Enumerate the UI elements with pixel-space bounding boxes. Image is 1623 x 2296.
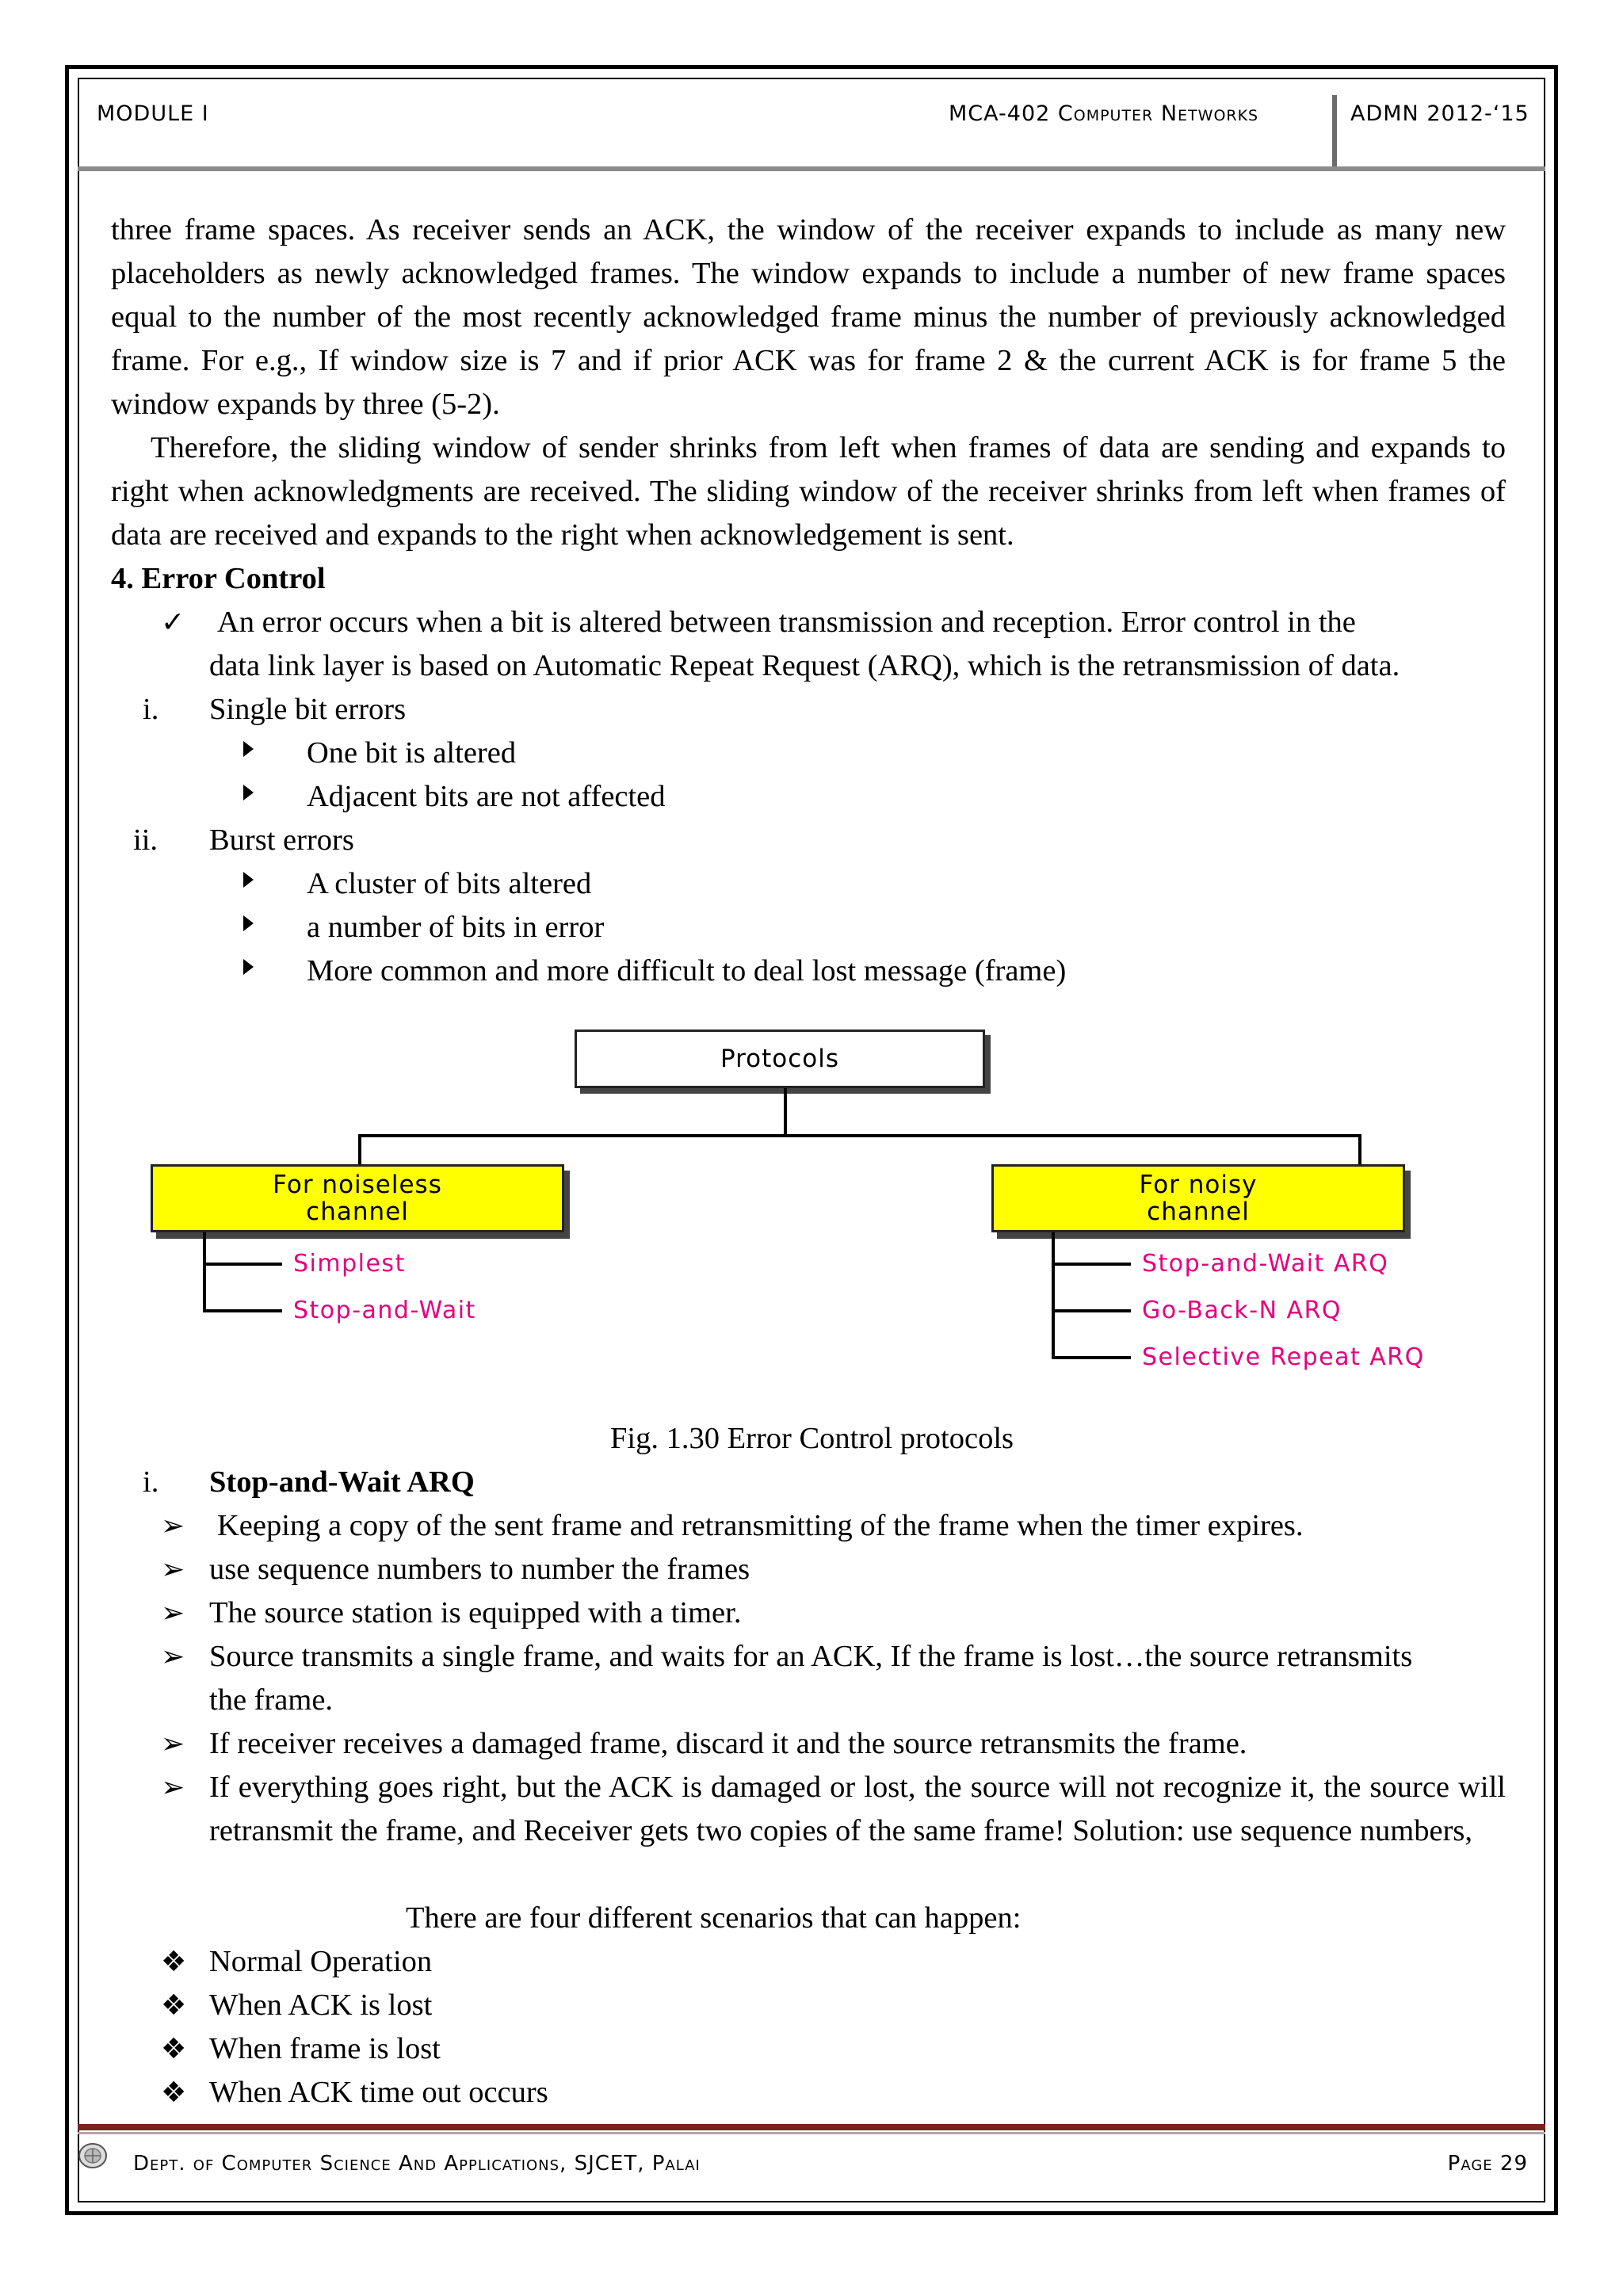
scenario-item: Normal Operation xyxy=(209,1945,433,1978)
footer-rule xyxy=(78,2124,1545,2130)
bullet-item: Adjacent bits are not affected xyxy=(307,780,666,813)
header-rule xyxy=(78,166,1545,171)
connector-line xyxy=(1358,1134,1361,1166)
subsection-heading-stop-and-wait-arq: Stop-and-Wait ARQ xyxy=(209,1465,475,1499)
check-mark-icon: ✓ xyxy=(161,606,185,639)
arrow-bullet-icon: ➢ xyxy=(161,1771,185,1804)
protocols-box: Protocols xyxy=(575,1030,985,1088)
header-admission: ADMN 2012-‘15 xyxy=(1350,101,1529,126)
paragraph-window-expansion: three frame spaces. As receiver sends an ACK, the window of the receiver expands to include as many new placeholders as newly acknowledged frames. The window expands to include a number of new frame spaces equal to the number of the most recently acknowledged frame minus the number of previously acknowledged frame. For e.g., If window size is 7 and if prior ACK was for frame 2 & the current ACK is for frame 5 the window expands by three (5-2). xyxy=(111,213,1506,421)
bullet-triangle-icon xyxy=(243,785,254,800)
bullet-item: A cluster of bits altered xyxy=(307,867,592,900)
diamond-bullet-icon: ❖ xyxy=(161,2076,187,2109)
noiseless-channel-box xyxy=(151,1164,564,1232)
bullet-triangle-icon xyxy=(243,959,254,975)
noiseless-box-line-2: channel xyxy=(306,1198,409,1226)
protocol-label-simplest: Simplest xyxy=(293,1250,406,1278)
header-course: MCA-402 Computer Networks xyxy=(949,101,1259,126)
arq-point: Source transmits a single frame, and waits for an ACK, If the frame is lost…the source retransmits xyxy=(209,1640,1413,1673)
error-type-numeral: i. xyxy=(143,693,159,726)
protocol-label-stop-and-wait-arq: Stop-and-Wait ARQ xyxy=(1142,1250,1389,1278)
footer-page-number: Page 29 xyxy=(1447,2152,1528,2176)
bullet-triangle-icon xyxy=(243,872,254,888)
connector-line xyxy=(358,1134,1361,1137)
college-logo-icon xyxy=(76,2141,109,2170)
error-control-diagram xyxy=(143,1022,1522,1387)
arrow-bullet-icon: ➢ xyxy=(161,1510,185,1542)
arq-point: Keeping a copy of the sent frame and retransmitting of the frame when the timer expires. xyxy=(217,1509,1304,1542)
protocol-label-selective-repeat-arq: Selective Repeat ARQ xyxy=(1142,1343,1425,1371)
arq-point: The source station is equipped with a timer. xyxy=(209,1596,742,1629)
connector-line xyxy=(1052,1356,1131,1359)
noisy-channel-box xyxy=(991,1164,1405,1232)
error-type-label-single: Single bit errors xyxy=(209,693,407,726)
scenario-item: When ACK time out occurs xyxy=(209,2076,548,2109)
section-heading-error-control: 4. Error Control xyxy=(111,562,326,595)
footer-rule-thin xyxy=(78,2132,1545,2134)
arrow-bullet-icon: ➢ xyxy=(161,1553,185,1586)
arq-point-continuation: the frame. xyxy=(209,1683,334,1717)
connector-line xyxy=(358,1134,361,1166)
bullet-item: a number of bits in error xyxy=(307,911,605,944)
connector-line xyxy=(784,1088,787,1136)
noisy-box-line-2: channel xyxy=(1147,1198,1250,1226)
header-separator xyxy=(1332,95,1337,166)
arrow-bullet-icon: ➢ xyxy=(161,1728,185,1760)
connector-line xyxy=(203,1232,206,1312)
arq-point-duplicate-frames: If everything goes right, but the ACK is damaged or lost, the source will not recognize it, the source will retransmit the frame, and Receiver gets two copies of the same frame! Solution: use sequence numbers, xyxy=(209,1771,1506,1847)
connector-line xyxy=(203,1263,282,1266)
arq-point: use sequence numbers to number the frames xyxy=(209,1553,750,1586)
arq-point: If receiver receives a damaged frame, discard it and the source retransmits the frame. xyxy=(209,1727,1247,1760)
diamond-bullet-icon: ❖ xyxy=(161,1989,187,2022)
scenario-item: When ACK is lost xyxy=(209,1988,433,2022)
scenarios-intro: There are four different scenarios that can happen: xyxy=(406,1901,1022,1935)
bullet-triangle-icon xyxy=(243,915,254,931)
header-module: MODULE I xyxy=(97,101,209,126)
connector-line xyxy=(1052,1309,1131,1312)
noisy-box-line-1: For noisy xyxy=(1139,1171,1258,1199)
intro-line-1: An error occurs when a bit is altered between transmission and reception. Error control in the xyxy=(217,606,1356,639)
bullet-item: More common and more difficult to deal lost message (frame) xyxy=(307,954,1067,988)
intro-line-2: data link layer is based on Automatic Repeat Request (ARQ), which is the retransmission of data. xyxy=(209,649,1400,682)
error-type-label-burst: Burst errors xyxy=(209,823,354,857)
connector-line xyxy=(203,1309,282,1312)
diamond-bullet-icon: ❖ xyxy=(161,2033,187,2065)
figure-caption: Fig. 1.30 Error Control protocols xyxy=(610,1422,1014,1455)
error-type-numeral: ii. xyxy=(133,823,158,857)
connector-line xyxy=(1052,1263,1131,1266)
arrow-bullet-icon: ➢ xyxy=(161,1597,185,1629)
noiseless-box-line-1: For noiseless xyxy=(273,1171,442,1199)
subsection-numeral: i. xyxy=(143,1465,159,1499)
protocol-label-stop-and-wait: Stop-and-Wait xyxy=(293,1297,476,1324)
footer-department: Dept. of Computer Science And Applications, SJCET, Palai xyxy=(133,2152,701,2176)
bullet-item: One bit is altered xyxy=(307,736,517,770)
diamond-bullet-icon: ❖ xyxy=(161,1946,187,1978)
protocol-label-go-back-n-arq: Go-Back-N ARQ xyxy=(1142,1297,1342,1324)
scenario-item: When frame is lost xyxy=(209,2032,441,2065)
connector-line xyxy=(1052,1232,1055,1359)
paragraph-sliding-window: Therefore, the sliding window of sender shrinks from left when frames of data are sending and expands to right when acknowledgments are received. The sliding window of the receiver shrinks from left when frames of data are received and expands to the right when acknowledgement is sent. xyxy=(111,431,1506,552)
bullet-triangle-icon xyxy=(243,741,254,757)
arrow-bullet-icon: ➢ xyxy=(161,1641,185,1673)
